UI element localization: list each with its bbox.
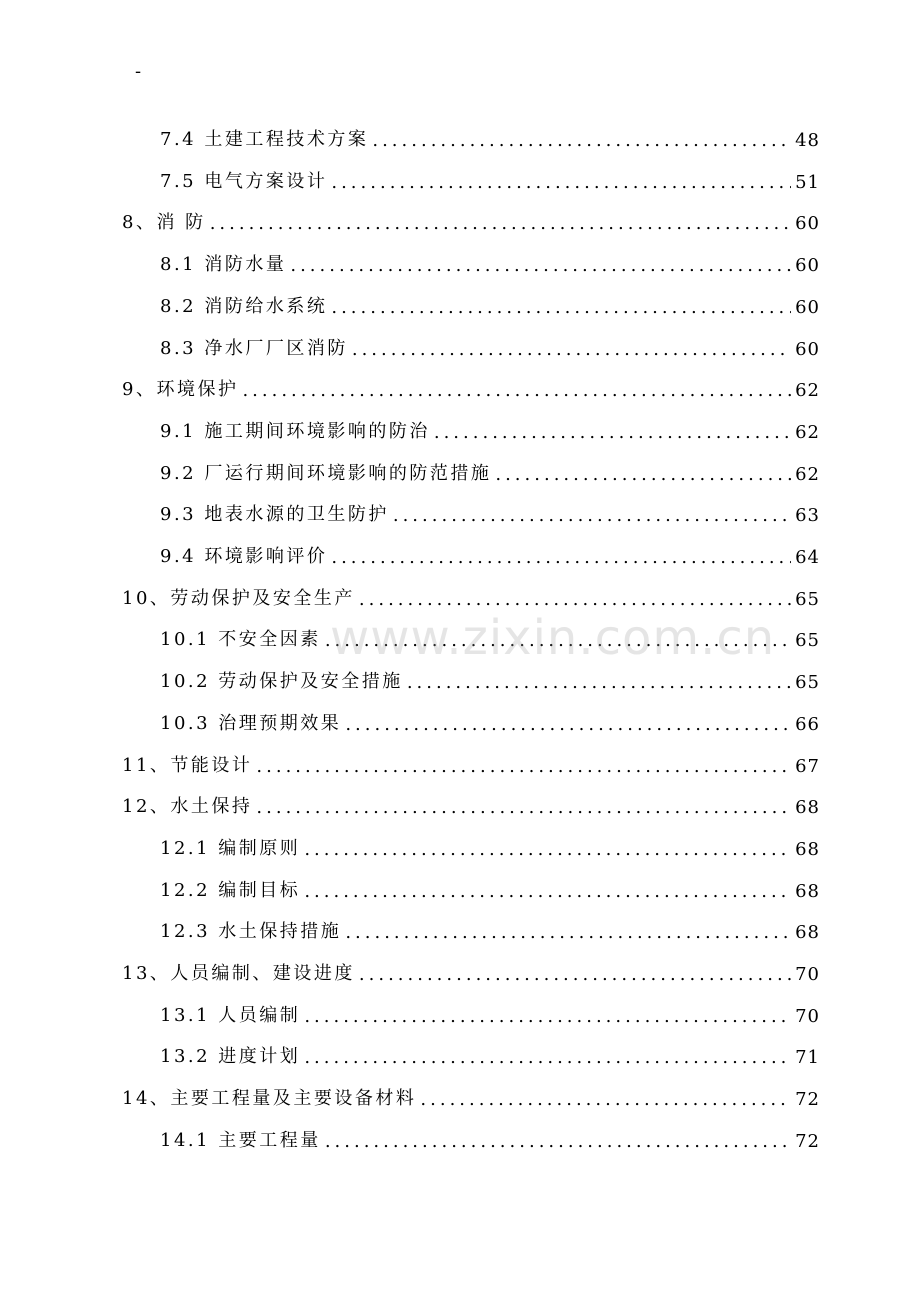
toc-entry-page-number: 60 [795,213,820,235]
toc-entry[interactable] [160,866,820,902]
toc-entry-title: 12.2 编制目标 [160,879,301,901]
toc-entry-page-number: 65 [795,630,820,652]
toc-entry[interactable] [160,449,820,485]
toc-entry-title: 11、节能设计 [122,754,253,776]
toc-entry[interactable] [160,1032,820,1068]
toc-entry-title: 14、主要工程量及主要设备材料 [122,1088,417,1110]
toc-entry-title: 10、劳动保护及安全生产 [122,587,355,609]
toc-entry[interactable] [160,657,820,693]
toc-entry[interactable] [160,991,820,1027]
toc-entry[interactable] [122,949,820,985]
toc-entry-title: 10.1 不安全因素 [160,629,321,651]
toc-entry-title: 9.4 环境影响评价 [160,546,328,567]
toc-entry[interactable] [160,907,820,943]
toc-entry-page-number: 68 [795,880,820,902]
toc-dot-leader [329,297,791,318]
toc-entry-page-number: 67 [795,755,820,777]
toc-entry[interactable] [160,699,820,735]
toc-entry-page-number: 48 [795,130,820,151]
toc-entry-title: 7.4 土建工程技术方案 [160,129,369,150]
toc-dot-leader [288,255,791,276]
toc-entry[interactable] [160,282,820,318]
toc-entry[interactable] [122,782,820,818]
toc-dot-leader [405,672,791,693]
toc-entry-page-number: 68 [795,797,820,819]
toc-entry-page-number: 72 [795,1089,820,1111]
toc-entry-title: 10.3 治理预期效果 [160,712,342,734]
toc-entry-page-number: 62 [795,380,820,402]
toc-entry[interactable] [160,324,820,360]
toc-entry[interactable] [160,115,820,151]
toc-dot-leader [302,1047,791,1068]
toc-entry-page-number: 63 [795,505,820,527]
toc-entry-page-number: 65 [795,588,820,610]
toc-entry[interactable] [160,407,820,443]
toc-dot-leader [357,964,791,985]
toc-dot-leader [208,213,791,234]
toc-entry-page-number: 51 [795,171,820,193]
toc-dot-leader [432,422,791,443]
toc-entry-title: 9.1 施工期间环境影响的防治 [160,420,430,442]
toc-dot-leader [302,1006,791,1027]
toc-entry-title: 9.2 厂运行期间环境影响的防范措施 [160,462,492,484]
watermark-text: www.zixin.com.cn [330,610,776,666]
toc-dot-leader [254,756,791,777]
toc-dot-leader [302,881,791,902]
toc-entry-page-number: 68 [795,922,820,944]
toc-dot-leader [391,505,791,526]
toc-entry-page-number: 62 [795,421,820,443]
toc-entry-title: 12、水土保持 [122,796,253,818]
toc-entry-page-number: 72 [795,1130,820,1152]
toc-entry-title: 8、消 防 [122,212,206,234]
page-header-mark: - [135,61,142,82]
toc-entry[interactable] [160,1116,820,1152]
toc-entry-title: 7.5 电气方案设计 [160,170,328,192]
toc-entry-title: 8.2 消防给水系统 [160,295,328,317]
toc-entry-title: 13.2 进度计划 [160,1046,301,1068]
toc-entry-title: 13.1 人员编制 [160,1004,301,1026]
toc-dot-leader [350,339,791,360]
toc-entry-page-number: 60 [795,338,820,360]
toc-entry-title: 12.1 编制原则 [160,837,301,859]
toc-dot-leader [357,589,791,610]
toc-entry-page-number: 60 [795,296,820,318]
toc-entry[interactable] [122,741,820,777]
toc-dot-leader [323,630,791,651]
toc-dot-leader [240,380,791,401]
toc-entry-page-number: 60 [795,255,820,277]
toc-entry[interactable] [122,198,820,234]
toc-entry-title: 9.3 地表水源的卫生防护 [160,504,389,526]
toc-entry[interactable] [160,615,820,651]
toc-entry-page-number: 62 [795,463,820,485]
toc-entry[interactable] [122,365,820,401]
toc-entry-title: 10.2 劳动保护及安全措施 [160,671,403,693]
toc-dot-leader [323,1131,791,1152]
toc-entry-page-number: 71 [795,1047,820,1069]
toc-entry[interactable] [122,574,820,610]
toc-entry[interactable] [122,1074,820,1110]
toc-entry-page-number: 70 [795,964,820,985]
toc-entry-page-number: 65 [795,672,820,694]
toc-entry-title: 13、人员编制、建设进度 [122,963,355,984]
toc-entry-page-number: 68 [795,838,820,860]
toc-entry-page-number: 70 [795,1005,820,1027]
toc-entry-title: 14.1 主要工程量 [160,1129,321,1151]
toc-entry[interactable] [160,824,820,860]
toc-entry-title: 8.1 消防水量 [160,254,287,276]
toc-entry-title: 9、环境保护 [122,379,239,401]
toc-entry[interactable] [160,157,820,193]
toc-entry[interactable] [160,490,820,526]
toc-dot-leader [343,922,791,943]
toc-entry[interactable] [160,532,820,568]
toc-dot-leader [343,714,791,735]
toc-dot-leader [254,797,791,818]
toc-entry-page-number: 66 [795,713,820,735]
toc-entry-title: 8.3 净水厂厂区消防 [160,337,348,359]
toc-dot-leader [418,1089,791,1110]
toc-dot-leader [302,839,791,860]
toc-dot-leader [329,547,791,568]
toc-dot-leader [370,130,791,151]
toc-entry[interactable] [160,240,820,276]
toc-entry-title: 12.3 水土保持措施 [160,921,342,943]
toc-entry-page-number: 64 [795,547,820,568]
toc-dot-leader [329,172,791,193]
toc-dot-leader [493,464,791,485]
